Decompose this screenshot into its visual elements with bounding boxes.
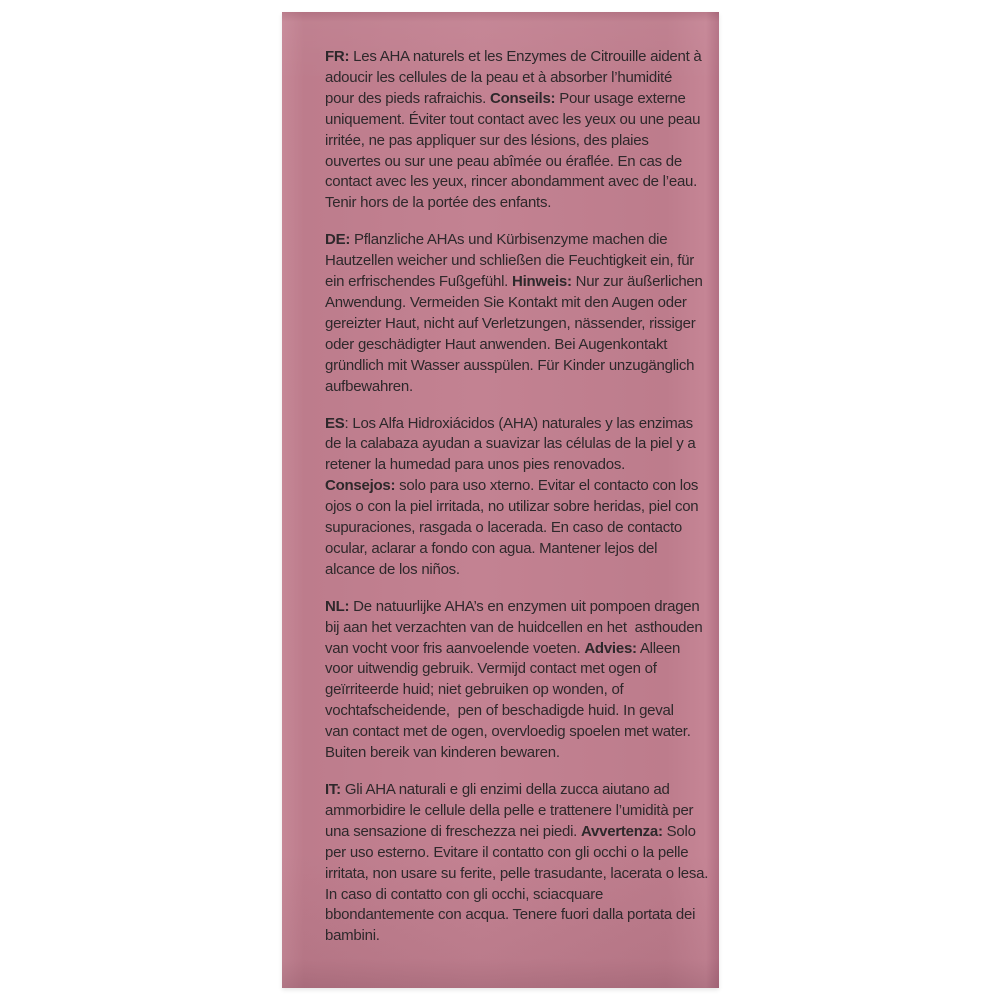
text-run: alcance de los niños.: [325, 560, 460, 578]
text-run: vochtafscheidende, pen of beschadigde huid. In geval: [325, 702, 674, 720]
text-line: [325, 822, 700, 843]
text-line: [325, 272, 703, 293]
paragraph-de: [325, 230, 703, 397]
text-line: [325, 780, 700, 801]
text-line: [325, 560, 700, 581]
text-run: uniquement. Éviter tout contact avec les yeux ou une peau: [325, 110, 701, 128]
text-run: irritée, ne pas appliquer sur des lésions, des plaies: [325, 131, 649, 149]
text-run: retener la humedad para unos pies renovados.: [325, 456, 626, 474]
text-run: ouvertes ou sur une peau abîmée ou éraflée. En cas de: [325, 152, 682, 170]
text-run: Pflanzliche AHAs und Kürbisenzyme machen die: [350, 231, 668, 249]
text-line: [325, 701, 700, 722]
text-line: [325, 843, 700, 864]
text-run: : Los Alfa Hidroxiácidos (AHA) naturales y las enzimas: [344, 414, 693, 432]
text-run: bambini.: [325, 927, 380, 945]
text-run: ocular, aclarar a fondo con agua. Mantener lejos del: [325, 539, 658, 557]
language-or-advice-label: Advies:: [584, 639, 637, 657]
text-line: [325, 356, 700, 377]
text-line: [325, 885, 700, 906]
text-line: [325, 152, 700, 173]
paragraph-es: [325, 414, 700, 581]
text-run: voor uitwendig gebruik. Vermijd contact met ogen of: [325, 660, 657, 678]
text-run: de la calabaza ayudan a suavizar las células de la piel y a: [325, 435, 696, 453]
language-or-advice-label: ES: [325, 414, 345, 432]
text-run: Hautzellen weicher und schließen die Feuchtigkeit ein, für: [325, 252, 695, 270]
language-or-advice-label: NL:: [325, 597, 350, 615]
text-line: [325, 172, 700, 193]
text-run: Anwendung. Vermeiden Sie Kontakt mit den Augen oder: [325, 293, 687, 311]
text-line: [325, 497, 700, 518]
text-line: [325, 905, 700, 926]
language-or-advice-label: Consejos:: [325, 477, 396, 495]
text-run: Gli AHA naturali e gli enzimi della zucca aiutano ad: [340, 781, 670, 798]
text-line: [325, 659, 700, 680]
text-run: Nur zur äußerlichen: [571, 273, 703, 291]
text-line: [325, 47, 700, 68]
text-line: [325, 230, 700, 251]
language-or-advice-label: IT:: [325, 781, 341, 798]
text-line: [325, 539, 700, 560]
language-or-advice-label: Hinweis:: [512, 273, 572, 291]
text-run: Buiten bereik van kinderen bewaren.: [325, 744, 560, 762]
paragraph-fr: [325, 47, 700, 214]
text-line: [325, 680, 700, 701]
text-run: van contact met de ogen, overvloedig spoelen met water.: [325, 723, 691, 741]
text-run: supuraciones, rasgada o lacerada. En caso de contacto: [325, 519, 682, 537]
text-run: per uso esterno. Evitare il contatto con gli occhi o la pelle: [325, 843, 689, 861]
label-text-block: [325, 47, 709, 963]
text-line: [325, 414, 700, 435]
text-run: geïrriteerde huid; niet gebruiken op wonden, of: [325, 681, 624, 699]
text-line: [325, 89, 700, 110]
text-line: [325, 801, 700, 822]
text-run: Alleen: [636, 639, 681, 657]
text-line: [325, 618, 703, 639]
text-run: Solo: [662, 822, 696, 840]
text-run: irritata, non usare su ferite, pelle trasudante, lacerata o lesa.: [325, 864, 709, 882]
text-run: aufbewahren.: [325, 377, 413, 395]
text-line: [325, 722, 700, 743]
text-line: [325, 743, 700, 764]
text-line: [325, 434, 700, 455]
text-line: [325, 110, 700, 131]
packaging-back-panel: [282, 12, 719, 988]
text-run: oder geschädigter Haut anwenden. Bei Augenkontakt: [325, 335, 668, 353]
text-line: [325, 518, 700, 539]
text-run: solo para uso xterno. Evitar el contacto con los: [395, 477, 699, 495]
paragraph-nl: [325, 597, 703, 764]
text-line: [325, 864, 709, 885]
text-run: Les AHA naturels et les Enzymes de Citrouille aident à: [349, 48, 702, 65]
text-line: [325, 377, 700, 398]
text-run: ammorbidire le cellule della pelle e trattenere l’umidità per: [325, 801, 694, 819]
text-run: De natuurlijke AHA’s en enzymen uit pompoen dragen: [349, 597, 700, 615]
text-line: [325, 476, 700, 497]
text-line: [325, 193, 700, 214]
text-run: In caso di contatto con gli occhi, sciacquare: [325, 885, 604, 903]
text-run: adoucir les cellules de la peau et à absorber l’humidité: [325, 68, 673, 86]
text-run: Pour usage externe: [555, 89, 686, 107]
text-line: [325, 68, 700, 89]
text-run: Tenir hors de la portée des enfants.: [325, 194, 552, 212]
text-line: [325, 131, 700, 152]
text-run: ein erfrischendes Fußgefühl.: [325, 273, 513, 291]
text-line: [325, 293, 700, 314]
language-or-advice-label: DE:: [325, 231, 351, 249]
text-line: [325, 251, 700, 272]
text-line: [325, 314, 700, 335]
paragraph-it: [325, 780, 709, 947]
text-run: contact avec les yeux, rincer abondamment avec de l’eau.: [325, 173, 698, 191]
language-or-advice-label: Conseils:: [490, 89, 556, 107]
text-run: bbondantemente con acqua. Tenere fuori dalla portata dei: [325, 906, 696, 924]
text-run: pour des pieds rafraichis.: [325, 89, 491, 107]
text-line: [325, 926, 700, 947]
text-run: una sensazione di freschezza nei piedi.: [325, 822, 582, 840]
text-run: gründlich mit Wasser ausspülen. Für Kinder unzugänglich: [325, 356, 695, 374]
language-or-advice-label: Avvertenza:: [581, 822, 663, 840]
text-line: [325, 335, 700, 356]
text-run: gereizter Haut, nicht auf Verletzungen, nässender, rissiger: [325, 314, 696, 332]
text-line: [325, 455, 700, 476]
text-line: [325, 639, 700, 660]
text-run: van vocht voor fris aanvoelende voeten.: [325, 639, 585, 657]
text-run: bij aan het verzachten van de huidcellen en het asthouden: [325, 618, 703, 636]
language-or-advice-label: FR:: [325, 48, 350, 65]
text-line: [325, 597, 700, 618]
text-run: ojos o con la piel irritada, no utilizar sobre heridas, piel con: [325, 498, 699, 516]
